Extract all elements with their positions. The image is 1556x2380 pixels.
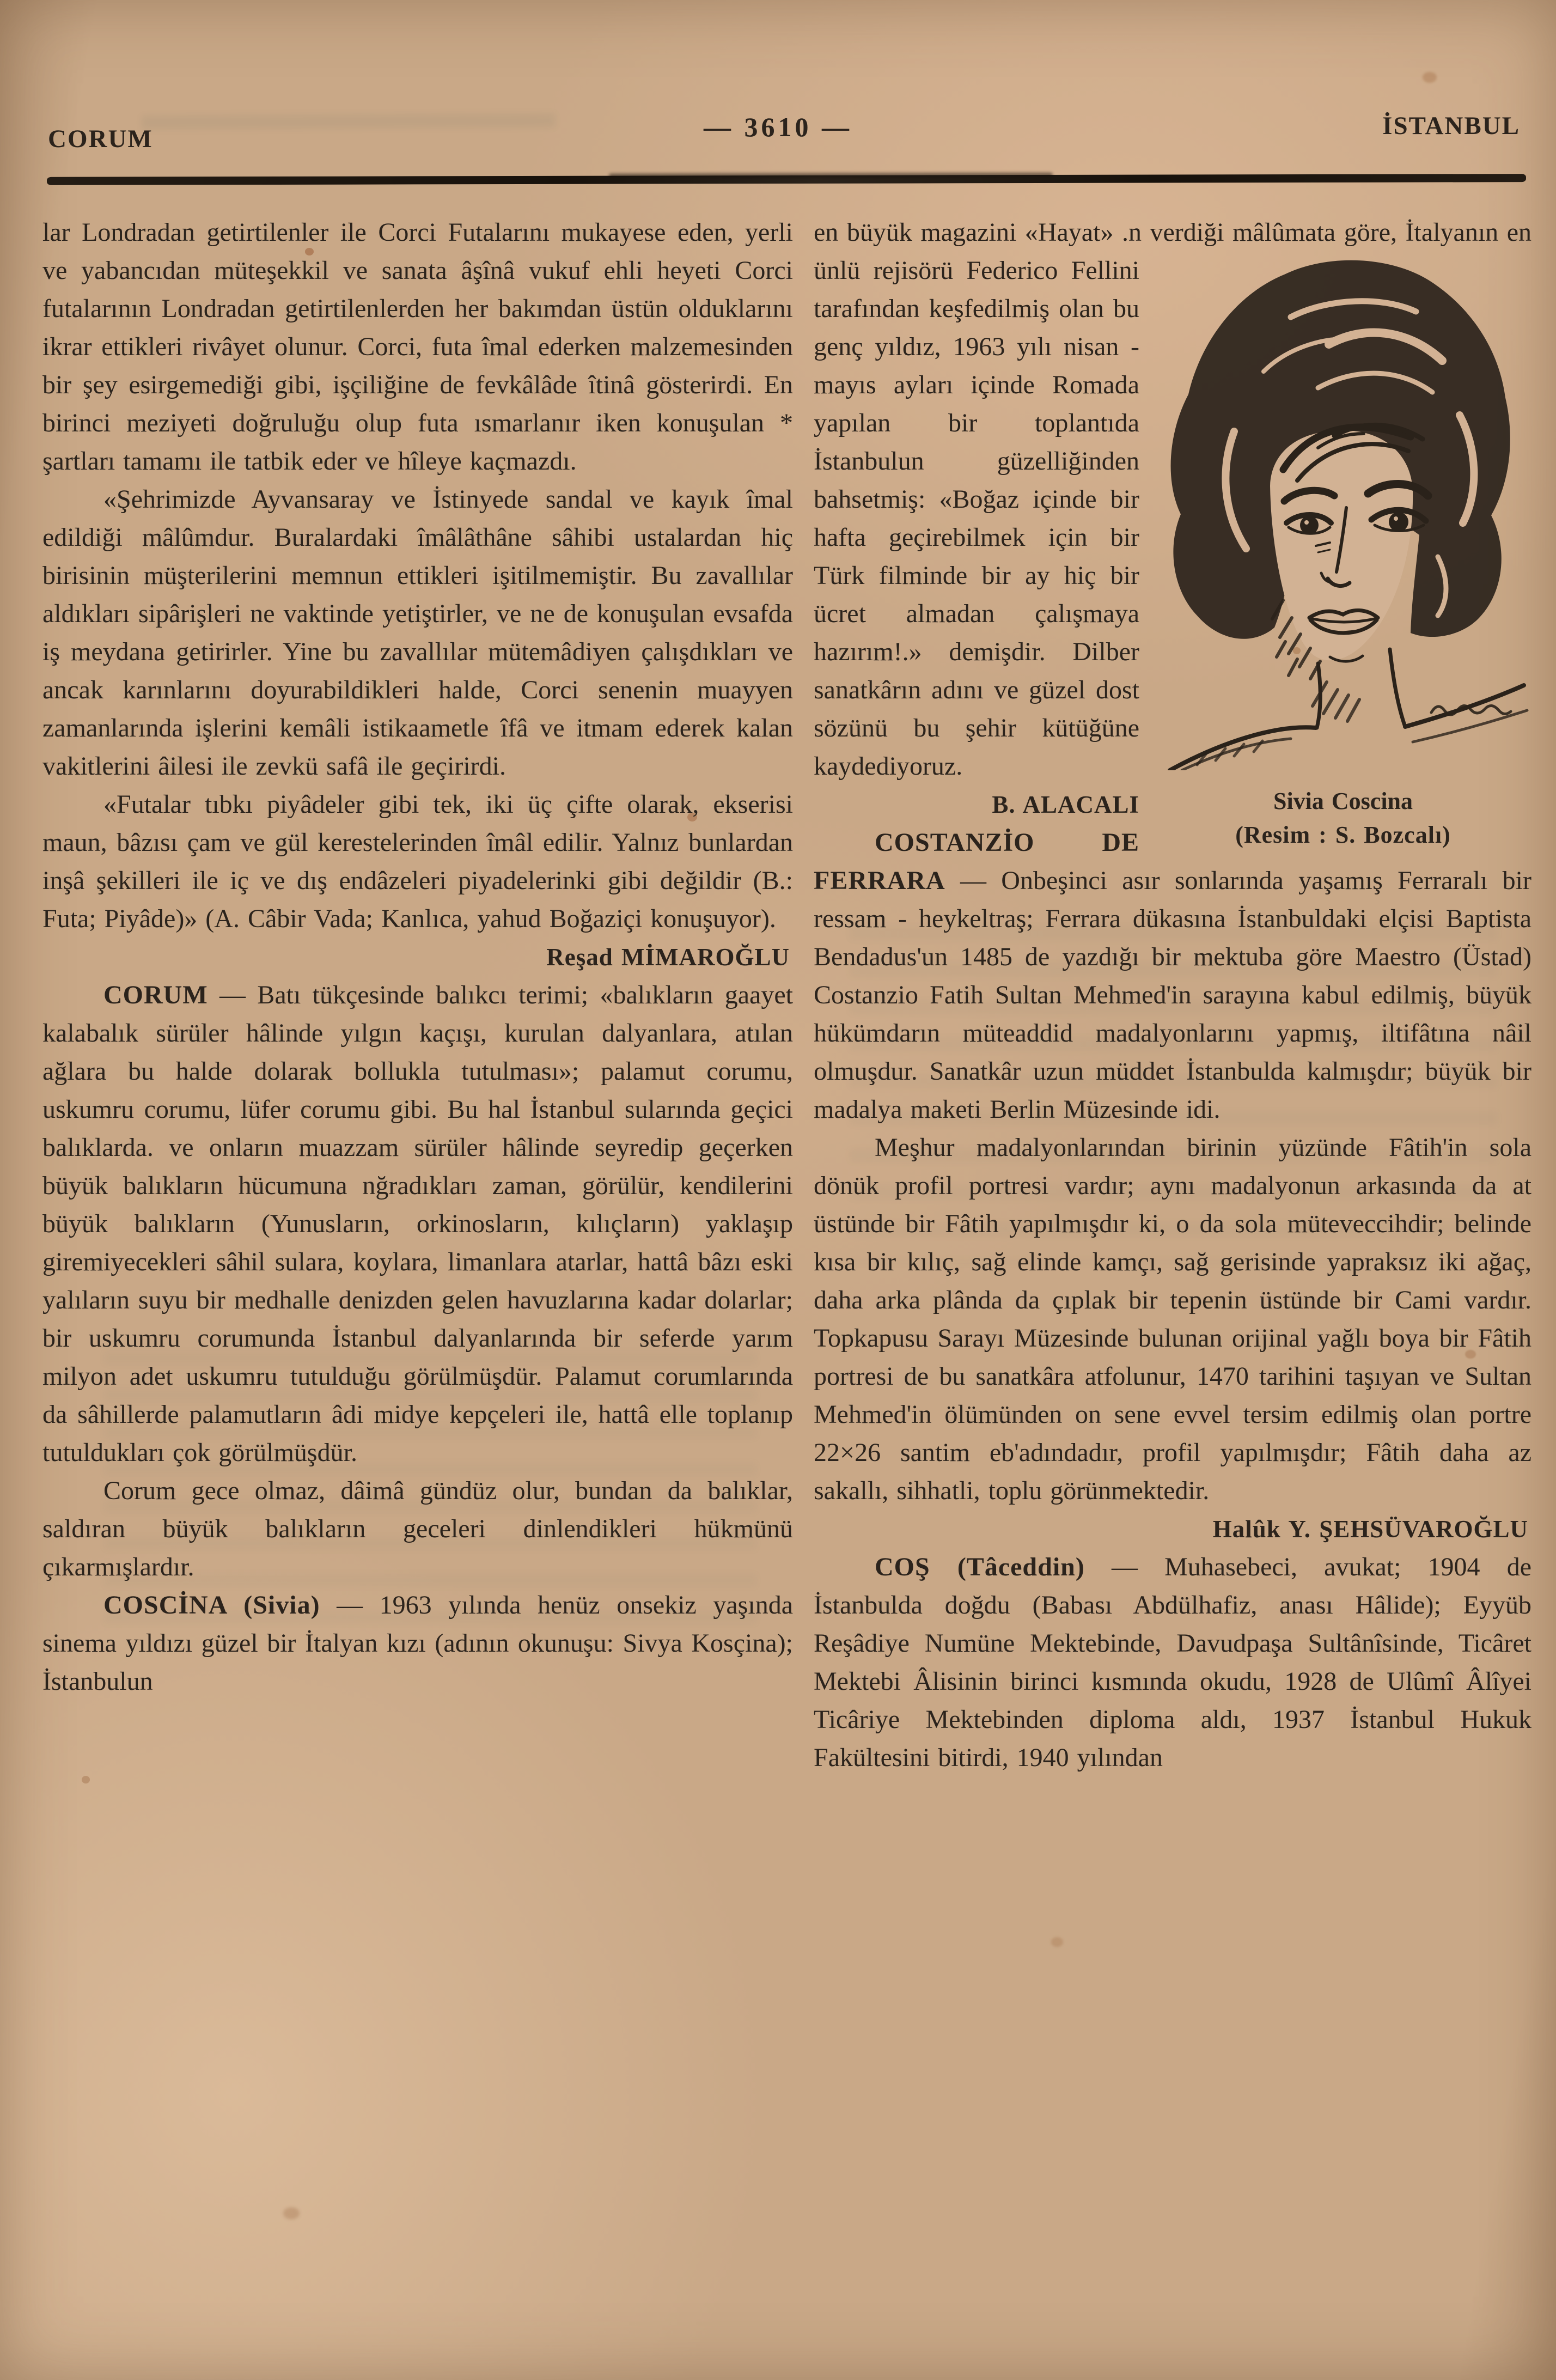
entry-costanzio-headword: COSTANZİO DE FERRARA [814,828,1139,895]
entry-coscina-text: — 1963 yılında henüz onsekiz yaşında sinema yıldızı güzel bir İtalyan kızı (adının okunuşu: Sivya Kosçina); İstanbulun [42,1591,793,1696]
header-rule [47,174,1526,185]
figure-caption-credit: (Resim : S. Bozcalı) [1235,821,1451,848]
paragraph-futalar-quote: «Futalar tıbkı piyâdeler gibi tek, iki üç çifte olarak, ekserisi maun, bâzısı çam ve gül kerestelerinden îmâl edilir. Yalnız bunlardan inşâ şekilleri ile iç ve dış endâzeleri piyadelerinki gibi değildir (B.: Futa; Piyâde)» (A. Câbir Vada; Kanlıca, yahud Boğaziçi konuşuyor). [42,790,793,933]
paragraph-corum-gece: Corum gece olmaz, dâimâ gündüz olur, bundan da balıklar, saldıran büyük balıkların geceleri dinlendikleri hükmünü çıkarmışlardır. [42,1476,793,1581]
paragraph-sandal-kayik: «Şehrimizde Ayvansaray ve İstinyede sandal ve kayık îmal edildiği mâlûmdur. Buralardaki îmâlâthâne sâhibi ustalardan hiç birisinin müşterilerini memnun ettikleri işitilmemiştir. Bu zavallılar aldıkları sipârişleri ne vaktinde yetiştirler, ve ne de konuşulan evsafda iş meydana getirirler. Yine bu zavallılar mütemâdiyen çalışdıkları ve ancak karınlarını doyurabildikleri halde, Corci senenin muayyen zamanlarında işlerini kemâli istikaametle îfâ ve itmam ederek kalan vakitlerini âilesi ile zevkü safâ ile geçirirdi. [42,485,793,781]
entry-cos-headword: COŞ (Tâceddin) [875,1553,1085,1581]
foxing-spot [1423,72,1437,83]
portrait-sketch-sivia-coscina [1155,252,1531,770]
entry-coscina [42,1586,793,1701]
running-head-left: CORUM [48,125,153,153]
foxing-spot [82,1776,90,1784]
running-head-right: İSTANBUL [1382,112,1520,140]
entry-cos [814,1548,1531,1777]
foxing-spot [283,2207,300,2219]
entry-costanzio [814,824,1531,1129]
signature-haluk-sehsuvaroglu: Halûk Y. ŞEHSÜVAROĞLU [1212,1515,1528,1543]
left-column [42,214,793,1701]
signature-resad-mimaroglu: Reşad MİMAROĞLU [546,944,790,971]
running-head [0,111,1556,153]
paragraph-madalyon: Meşhur madalyonlarından birinin yüzünde Fâtih'in sola dönük profil portresi vardır; aynı madalyonun arkasında da at üstünde bir Fâtih yapılmışdır ki, o da sola müteveccihdir; belinde kısa bir kılıç, sağ elinde kamçı, sağ gerisinde yapraksız iki ağaç, daha arka plânda da çıplak bir tepenin üstünde bir Cami vardır. Topkapusu Sarayı Müzesinde bulunan orijinal yağlı boya bir Fâtih portresi de bu sanatkâra atfolunur, 1470 tarihini taşıyan ve Sultan Mehmed'in ölümünden on sene evvel tersim edilmiş olan portre 22×26 santim eb'adındadır, profil yapılmışdır; Fâtih daha az sakallı, sihhatli, toplu görünmektedir. [814,1133,1531,1505]
page-number: — 3610 — [704,112,852,142]
foxing-spot [1051,1937,1063,1947]
entry-coscina-continuation-text: en büyük magazini «Hayat» .n verdiği mâlûmata göre, İtalyanın en ünlü rejisörü Federico Fellini tarafından keşfedilmiş olan bu genç yıldız, 1963 yılı nisan - mayıs ayları içinde Romada yapılan bir toplantıda İstanbulun güzelliğinden bahsetmiş: «Boğaz içinde bir hafta geçirebilmek için bir Türk filminde bir ay hiç bir ücret almadan çalışmaya hazırım!.» demişdir. Dilber sanatkârın adını ve güzel dost sözünü bu şehir kütüğüne kaydediyoruz. [814,218,1531,781]
entry-cos-text: — Muhasebeci, avukat; 1904 de İstanbulda doğdu (Babası Abdülhafiz, anası Hâlide); Eyyüb Reşâdiye Numüne Mektebinde, Davudpaşa Sultânîsinde, Ticâret Mektebi Âlisinin birinci kısmında okudu, 1928 de Ulûmî Âlîyei Ticâriye Mektebinden diploma aldı, 1937 İstanbul Hukuk Fakültesini bitirdi, 1940 yılından [814,1553,1531,1772]
right-column [814,214,1531,1777]
entry-corum-headword: CORUM [103,981,208,1009]
entry-costanzio-text: — Onbeşinci asır sonlarında yaşamış Ferraralı bir ressam - heykeltraş; Ferrara dükasına İstanbuldaki elçisi Baptista Bendadus'un 1485 de yazdığı bir mektuba göre Maestro (Üstad) Costanzio Fatih Sultan Mehmed'in sarayına kabul edilmiş, büyük hükümdarın müteaddid madalyonlarını yapmış, iltifâtına nâil olmuşdur. Sanatkâr uzun müddet İstanbulda kalmışdır; büyük bir madalya maketi Berlin Müzesinde idi. [814,866,1531,1124]
entry-coscina-headword: COSCİNA (Sivia) [103,1591,320,1620]
paragraph-futa-continuation: lar Londradan getirtilenler ile Corci Futalarını mukayese eden, yerli ve yabancıdan müteşekkil ve sanata âşînâ vukuf ehli heyeti Corci futalarının Londradan getirtilenlerden her bakımdan üstün olduklarını ikrar ettikleri rivâyet olunur. Corci, futa îmal ederken malzemesinden bir şey esirgemediği gibi, işçiliğine de fevkâlâde îtinâ gösterirdi. En birinci meziyeti doğruluğu olup futa ısmarlanır iken konuşulan * şartları tamamı ile tatbik eder ve hîleye kaçmazdı. [42,218,793,476]
entry-corum [42,976,793,1472]
entry-corum-text: — Batı tükçesinde balıkcı terimi; «balıkların gaayet kalabalık sürüler hâlinde yılgın kaçışı, kurulan dalyanlara, atılan ağlara bu halde dolarak bollukla tutulması»; palamut corumu, uskumru corumu, lüfer corumu gibi. Bu hal İstanbul sularında geçici balıklarda. ve onların muazzam sürüler hâlinde seyredip geçerken büyük balıkların hücumuna nğradıkları zaman, görülür, kendilerini büyük balıkların (Yunusların, orkinosların, kılıçların) yaklaşıp giremiyecekleri sâhil sulara, koylara, limanlara atarlar, hattâ bâzı eski yalıların suyu bir medhalle denizden gelen havuzlarına kadar dolarlar; bir uskumru corumunda İstanbul dalyanlarında bir seferde yarım milyon adet uskumru tutulduğu görülmüşdür. Palamut corumlarında da sâhillerde palamutların âdi midye kepçeleri ile, hattâ elle toplanıp tutuldukları çok görülmüşdür. [42,981,793,1467]
signature-b-alacali: B. ALACALI [992,791,1139,818]
portrait-figure [1155,252,1531,852]
figure-caption [1155,784,1531,852]
figure-caption-title: Sivia Coscina [1273,788,1413,814]
